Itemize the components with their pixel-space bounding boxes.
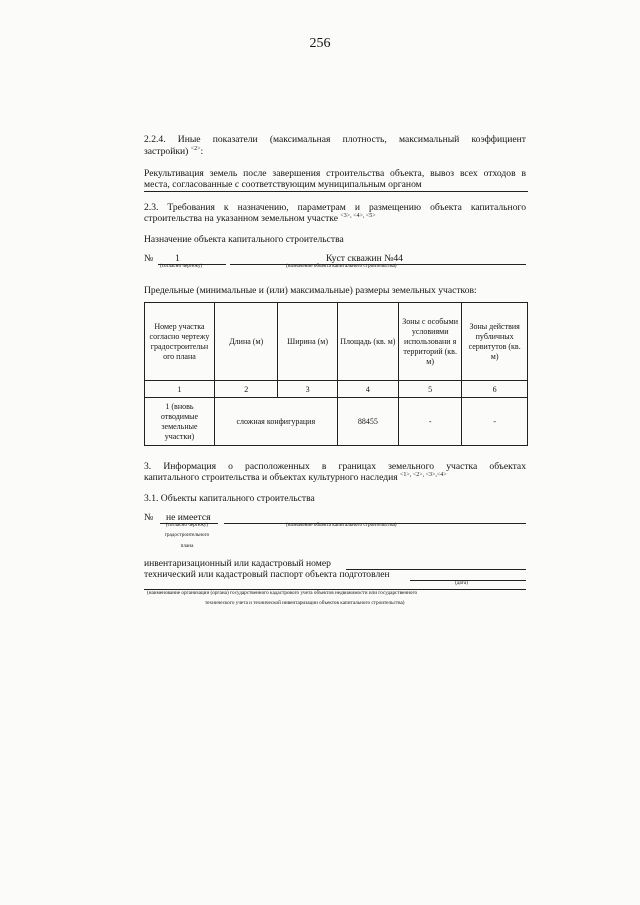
column-number: 4 — [337, 381, 398, 398]
inventory-number-label: инвентаризационный или кадастровый номер — [144, 558, 331, 569]
header-area: Площадь (кв. м) — [337, 303, 398, 381]
cap-object-no-value: не имеется — [166, 512, 211, 523]
recultivation-line2: места, согласованные с соответствующим муниципальным органом — [144, 179, 422, 190]
header-plot-number: Номер участка согласно чертежу градостроительн ого плана — [145, 303, 215, 381]
header-width: Ширина (м) — [278, 303, 337, 381]
object-name-value: Куст скважин №44 — [326, 253, 403, 264]
recultivation-line1: Рекультивация земель после завершения строительства объекта, вывоз всех отходов в — [144, 168, 526, 179]
object-name-caption: (назначение объекта капитального строительства) — [286, 263, 397, 269]
cap-object-no-caption-1: (согласно чертежу) — [165, 522, 209, 528]
cell-plot: 1 (вновь отводимые земельные участки) — [145, 398, 215, 446]
cell-area: 88455 — [337, 398, 398, 446]
column-number: 1 — [145, 381, 215, 398]
object-no-value: 1 — [175, 253, 180, 264]
column-number: 5 — [399, 381, 462, 398]
table-number-row — [145, 381, 528, 398]
passport-date-underline — [410, 580, 526, 581]
table-header-row — [145, 303, 528, 381]
cell-size: сложная конфигурация — [214, 398, 337, 446]
section-23-line2 — [144, 213, 526, 225]
section-3-footnotes: <1>, <2>, <3>,<4> — [400, 471, 447, 478]
column-number: 2 — [214, 381, 278, 398]
cap-object-no-caption-2: градостроительного — [164, 532, 210, 538]
sizes-heading: Предельные (минимальные и (или) максимальные) размеры земельных участков: — [144, 285, 477, 296]
header-special-zones: Зоны с особыми условиями использовани я территорий (кв. м) — [399, 303, 462, 381]
organization-caption-2: технического учета и технической инвентаризации объектов капитального строительства) — [205, 600, 405, 606]
section-224-footnote: <2> — [190, 145, 201, 152]
passport-date-caption: (дата) — [455, 580, 468, 586]
cap-object-no-label: № — [144, 512, 154, 523]
passport-label: технический или кадастровый паспорт объекта подготовлен — [144, 569, 390, 580]
page-number: 256 — [309, 36, 331, 51]
purpose-heading: Назначение объекта капитального строительства — [144, 234, 344, 245]
organization-caption-1: (наименование организации (органа) государственного кадастрового учета объектов недвижимости или государственного — [147, 590, 418, 596]
cell-servitude-zones: - — [462, 398, 528, 446]
section-31-heading: 3.1. Объекты капитального строительства — [144, 493, 315, 504]
section-23-text: строительства на указанном земельном участке — [144, 213, 338, 224]
cell-special-zones: - — [399, 398, 462, 446]
section-3-line1: 3. Информация о расположенных в границах земельного участка объектах — [144, 461, 526, 472]
section-23-line1: 2.3. Требования к назначению, параметрам и размещению объекта капитального — [144, 202, 526, 213]
object-no-label: № — [144, 253, 154, 264]
object-no-caption: (согласно чертежу) — [160, 263, 203, 269]
table-row — [145, 398, 528, 446]
section-224-line1: 2.2.4. Иные показатели (максимальная плотность, максимальный коэффициент — [144, 134, 526, 145]
column-number: 3 — [278, 381, 337, 398]
cap-object-no-caption-3: плана — [180, 543, 194, 549]
section-23-footnotes: <3>, <4>, <5> — [340, 212, 376, 219]
header-length: Длина (м) — [214, 303, 278, 381]
section-224-colon: : — [200, 146, 204, 157]
plot-parameters-table — [144, 302, 528, 446]
section-224-text: застройки) — [144, 146, 189, 157]
section-3-line2 — [144, 472, 526, 484]
section-3-text: капитального строительства и объектах культурного наследия — [144, 472, 398, 483]
section-224-line2 — [144, 146, 526, 158]
cap-object-name-caption: (назначение объекта капитального строительства) — [286, 522, 397, 528]
column-number: 6 — [462, 381, 528, 398]
recultivation-underline — [144, 191, 528, 192]
header-servitude-zones: Зоны действия публичных сервитутов (кв. м) — [462, 303, 528, 381]
